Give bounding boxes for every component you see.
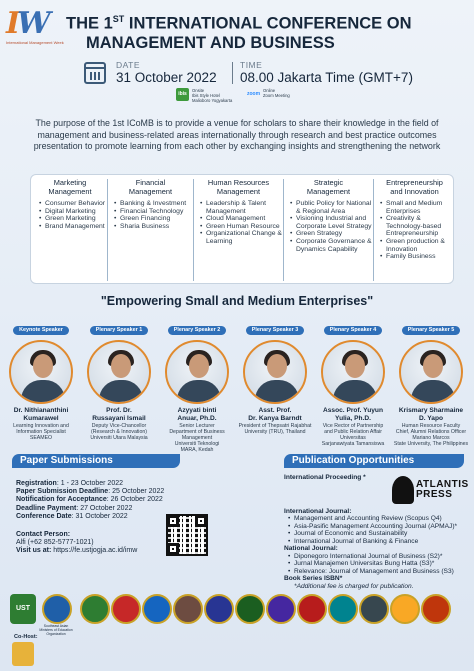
date-value: 31 October 2022 [116,70,217,85]
atlantis-text: ATLANTIS PRESS [416,479,469,500]
speaker-card [80,318,158,441]
ust-logo: UST [10,594,36,624]
topic-item: • Creativity & Technology-based Entrepreneurship [380,215,455,238]
speaker-affiliation: Learning Innovation and Information Specialist SEAMEO [13,423,69,442]
tagline: "Empowering Small and Medium Enterprises" [100,294,374,308]
qr-finder [167,515,179,527]
topic-item: • Financial Technology [114,208,193,216]
date-row-label: Conference Date [16,512,72,520]
topic-title: Human Resources Management [207,178,270,196]
partner-logo [204,594,234,624]
contact-block [16,531,137,556]
speaker-photo-body [255,380,299,404]
speaker-card [392,318,470,447]
intl-journal-list [284,515,470,545]
time-value: 08.00 Jakarta Time (GMT+7) [240,70,413,85]
speaker-photo [165,340,229,404]
ibis-icon: ibis [176,88,189,101]
date-row [16,480,164,488]
cohost-label: Co-Host: [14,634,38,640]
topic-item: • Green production & Innovation [380,238,455,253]
topic-item: • Visioning Industrial and Corporate Level Strategy [290,215,373,230]
date-row [16,488,164,496]
partner-logo [111,594,141,624]
date-row-label: Paper Submission Deadline [16,488,109,496]
topic-title: Financial Management [128,178,173,196]
date-label: DATE [116,60,141,70]
speaker-card [158,318,236,453]
qr-finder [167,543,179,555]
logo-mark: IW [6,6,48,41]
partner-logo [390,594,420,624]
speaker-photo-body [333,380,377,404]
speaker-name: Assoc. Prof. Yuyun Yulia, Ph.D. [323,407,383,422]
topic-column [373,179,455,281]
date-row-value: : 25 October 2022 [108,488,165,496]
topic-item: • Digital Marketing [39,208,107,216]
speaker-photo-face [345,354,365,378]
calendar-icon [84,62,106,84]
qr-finder [195,515,207,527]
venue-online-text: Online Zoom Meeting [263,88,290,98]
book-series-label: Book Series ISBN* [284,575,343,582]
partner-logo [142,594,172,624]
natl-journal-list [284,553,470,576]
date-row-value: : 27 October 2022 [76,504,133,512]
journal-item: • Jurnal Manajemen Universitas Bung Hatta (S3)* [288,560,470,568]
speaker-name: Krismary Sharmaine D. Yapo [398,407,464,422]
speaker-card [2,318,80,441]
journal-item: • Management and Accounting Review (Scopus Q4) [288,515,470,523]
purpose-text: The purpose of the 1st ICoMB is to provide a venue for scholars to share their knowledge in the field of management and business-related areas internationally through research and best practice outcomes presentation to promote learning from each other by exchanging insights and strengthening the network [33,118,441,151]
speaker-photo-face [267,354,287,378]
topic-column [283,179,373,281]
topic-item: • Green Marketing [39,215,107,223]
topic-list [33,200,107,230]
contact-value: Alfi (+62 852-5777-1021) [16,539,94,547]
speaker-name: Asst. Prof. Dr. Kanya Barndt [248,407,302,422]
publication-heading: Publication Opportunities [284,454,464,468]
speaker-photo-face [423,354,443,378]
speaker-photo [9,340,73,404]
date-row [16,513,164,521]
speaker-affiliation: Senior Lecturer Department of Business Management Universiti Teknologi MARA, Kedah [169,423,225,454]
speaker-affiliation: Deputy Vice-Chancellor (Research & Innovation) Universiti Utara Malaysia [90,423,148,442]
date-row-value: : 26 October 2022 [106,496,163,504]
topic-item: • Corporate Governance & Dynamics Capability [290,238,373,253]
partner-logo [421,594,451,624]
topic-title: Marketing Management [48,178,92,196]
topic-column [193,179,283,281]
topic-list [108,200,193,230]
date-row-label: Registration [16,480,57,487]
partner-logo [235,594,265,624]
intl-proceeding-label: International Proceeding * [284,474,366,481]
important-dates [16,480,164,521]
topic-list [194,200,283,246]
speaker-role-badge: Plenary Speaker 4 [324,326,382,335]
atlantis-press-logo [392,476,469,506]
partner-logo [80,594,110,624]
date-row-label: Deadline Payment [16,504,77,512]
venue-onsite [176,88,246,106]
visit-label: Visit us at: [16,547,52,555]
speaker-affiliation: Vice Rector of Partnership and Public Relation Affair Universitas Sarjanawiyata Tamansiswa [321,423,385,448]
speaker-photo-body [177,380,221,404]
speaker-photo-body [99,380,143,404]
topic-title: Strategic Management [306,178,351,196]
speaker-name: Prof. Dr. Russayani Ismail [92,407,146,422]
topic-item: • Banking & Investment [114,200,193,208]
partner-logo [266,594,296,624]
zoom-icon: zoom [246,91,261,97]
topic-item: • Small and Medium Enterprises [380,200,455,215]
speaker-role-badge: Plenary Speaker 5 [402,326,460,335]
speaker-role-badge: Plenary Speaker 2 [168,326,226,335]
natl-journal-label: National Journal: [284,545,338,552]
atlantis-glyph [392,476,414,504]
title-line-1: THE 1ST INTERNATIONAL CONFERENCE ON [66,14,412,33]
speaker-role-badge: Keynote Speaker [13,326,69,335]
imw-logo [6,6,64,54]
journal-item: • International Journal of Banking & Finance [288,538,470,546]
time-label: TIME [240,60,263,70]
partner-logo [359,594,389,624]
speaker-card [314,318,392,447]
topic-item: • Green Strategy [290,230,373,238]
speaker-card [236,318,314,435]
speaker-photo [321,340,385,404]
date-row-value: : 31 October 2022 [71,512,128,520]
journal-item: • Asia-Pasific Management Accounting Journal (APMAJ)* [288,523,470,531]
speaker-photo-body [21,380,65,404]
venue-online [246,88,306,106]
topics-panel [30,174,454,284]
intl-journal-label: International Journal: [284,507,352,515]
topic-column [33,179,107,281]
speaker-affiliation: President of Thepsatri Rajabhat University (TRU), Thailand [238,423,312,436]
partner-logos [10,594,464,636]
fee-note: *Additional fee is charged for publication. [294,582,414,590]
ministry-logo [42,594,72,624]
venue-onsite-text: Onsite Ibis Style Hotel Malioboro Yogyakarta [192,88,233,103]
qr-code[interactable] [166,514,208,556]
logo-subtitle: International Management Week [6,40,64,45]
date-row [16,496,164,504]
topic-item: • Family Business [380,253,455,261]
paper-submissions-heading: Paper Submissions [12,454,180,468]
speaker-affiliation: Human Resource Faculty Chief, Alumni Relations Officer Mariano Marcos State University, The Philippines [393,423,469,448]
visit-link[interactable]: https://fe.ustjogja.ac.id/imw [53,547,138,555]
speaker-photo [399,340,463,404]
speaker-photo [243,340,307,404]
cohost-logo [12,642,34,666]
topic-item: • Green Human Resource [200,223,283,231]
speaker-photo-face [189,354,209,378]
topic-column [107,179,193,281]
date-row-value: : 1 - 23 October 2022 [56,480,123,487]
title-line-2: MANAGEMENT AND BUSINESS [86,34,335,52]
date-row-label: Notification for Acceptance [16,496,107,504]
partner-logo [328,594,358,624]
topic-item: • Consumer Behavior [39,200,107,208]
topic-item: • Sharia Business [114,223,193,231]
ministry-label: Southeast Asian Ministers of Education Organization [39,624,73,636]
speaker-name: Azyyati binti Anuar, Ph.D. [177,407,217,422]
divider [232,62,233,84]
topic-list [284,200,373,253]
journal-item: • Journal of Economic and Sustainability [288,530,470,538]
topic-list [374,200,455,261]
topic-item: • Organizational Change & Learning [200,230,283,245]
journal-item: • Relevance: Journal of Management and Business (S3) [288,568,470,576]
topic-item: • Cloud Management [200,215,283,223]
topic-item: • Green Financing [114,215,193,223]
speaker-name: Dr. Nithiananthini Kumarawel [13,407,69,422]
date-row [16,505,164,513]
topic-item: • Brand Management [39,223,107,231]
partner-logo [297,594,327,624]
topic-item: • Leadership & Talent Management [200,200,283,215]
speaker-photo [87,340,151,404]
topic-item: • Public Policy for National & Regional Area [290,200,373,215]
topic-title: Entrepreneurship and Innovation [386,178,443,196]
speaker-photo-body [411,380,455,404]
speaker-photo-face [33,354,53,378]
speaker-photo-face [111,354,131,378]
contact-label: Contact Person: [16,531,71,538]
speaker-role-badge: Plenary Speaker 3 [246,326,304,335]
partner-logo [173,594,203,624]
speaker-role-badge: Plenary Speaker 1 [90,326,148,335]
journal-item: • Diponegoro International Journal of Business (S2)* [288,553,470,561]
